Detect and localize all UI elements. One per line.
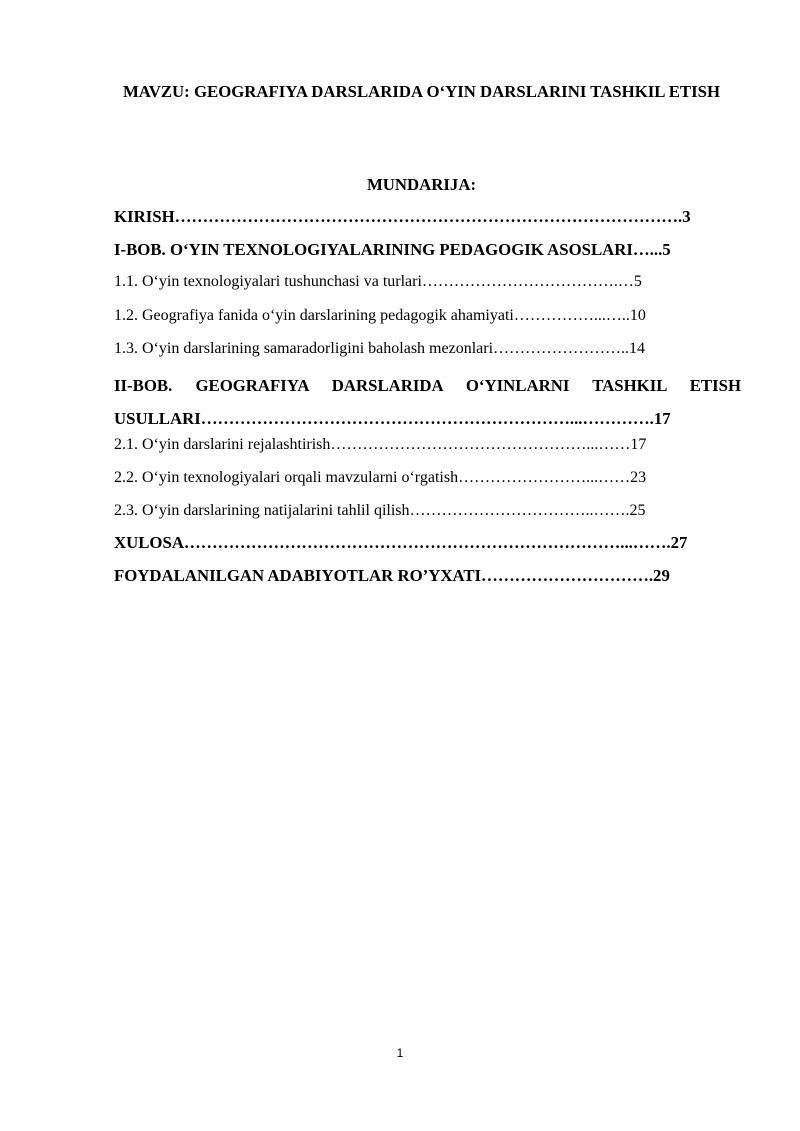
toc-entry-chapter-1: I-BOB. O‘YIN TEXNOLOGIYALARINING PEDAGOGIK ASOSLARI…...5 <box>114 240 671 259</box>
toc-entry-xulosa: XULOSA……………………………………………………………………...…….27 <box>114 533 688 552</box>
page-number: 1 <box>396 1046 404 1060</box>
toc-entry-2-3: 2.3. O‘yin darslarining natijalarini tahlil qilish……………………………..…….25 <box>114 502 646 519</box>
toc-entry-chapter-2: II-BOB. GEOGRAFIYA DARSLARIDA O‘YINLARNI TASHKIL ETISH USULLARI…………………………………………………………...………….17 <box>114 376 741 428</box>
contents-heading: MUNDARIJA: <box>366 175 477 194</box>
toc-entry-references: FOYDALANILGAN ADABIYOTLAR RO’YXATI………………………….29 <box>114 566 670 585</box>
toc-entry-1-2: 1.2. Geografiya fanida o‘yin darslarining pedagogik ahamiyati……………...…..10 <box>114 307 646 324</box>
toc-entry-2-2: 2.2. O‘yin texnologiyalari orqali mavzularni o‘rgatish……………………...……23 <box>114 469 647 486</box>
document-title: MAVZU: GEOGRAFIYA DARSLARIDA O‘YIN DARSLARINI TASHKIL ETISH <box>122 82 721 101</box>
toc-entry-1-1: 1.1. O‘yin texnologiyalari tushunchasi va turlari……………………………….…5 <box>114 273 642 290</box>
toc-entry-1-3: 1.3. O‘yin darslarining samaradorligini baholash mezonlari……………………..14 <box>114 340 646 357</box>
toc-entry-kirish: KIRISH……………………………………………………………………………….3 <box>114 207 691 226</box>
toc-entry-2-1: 2.1. O‘yin darslarini rejalashtirish…………………………………………...……17 <box>114 436 647 453</box>
